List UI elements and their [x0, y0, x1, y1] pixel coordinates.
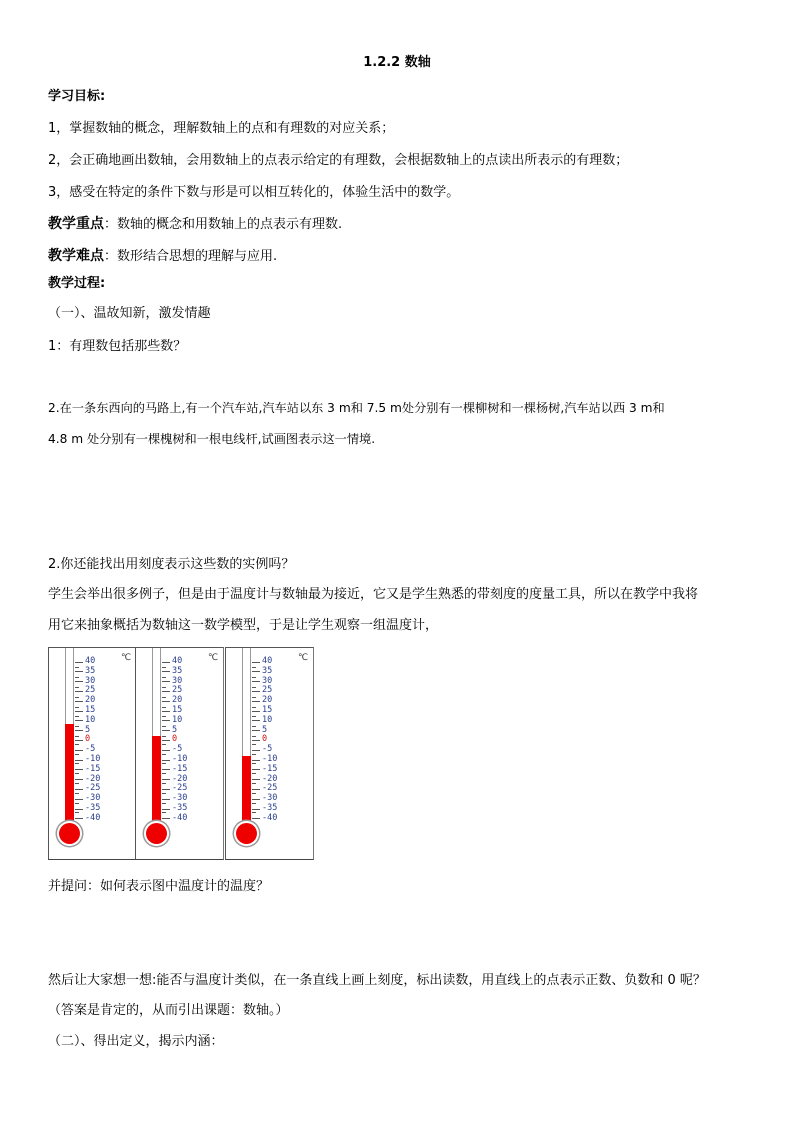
scale-tick [75, 662, 83, 663]
scale-tick [252, 730, 260, 731]
scale-tick [162, 730, 170, 731]
scale-tick [252, 681, 260, 682]
scale-tick [75, 711, 83, 712]
scale-tick [75, 763, 79, 764]
mercury-column [242, 756, 251, 830]
scale-label: -30 [85, 793, 101, 804]
scale-tick [75, 783, 79, 784]
thermometer-1 [48, 647, 137, 860]
mercury-column [65, 724, 74, 830]
scale-label: -25 [85, 783, 101, 794]
scale-tick [252, 773, 256, 774]
answer-line: （答案是肯定的，从而引出课题：数轴。） [48, 1003, 289, 1018]
scale-tick [162, 803, 166, 804]
scale-tick [162, 736, 166, 737]
section-1-heading: （一）、温故知新，激发情趣 [48, 306, 211, 321]
scale-tick [75, 740, 83, 741]
scale-label: -35 [172, 803, 188, 813]
scale-label: 15 [85, 705, 96, 715]
scale-tick [252, 736, 256, 737]
scale-tick [162, 740, 170, 741]
scale-tick [162, 681, 170, 682]
scale-label: -40 [85, 812, 101, 823]
thermometer-bulb [236, 823, 257, 844]
scale-tick [75, 691, 83, 692]
scale-tick [252, 799, 260, 800]
process-heading: 教学过程: [48, 276, 106, 291]
scale-tick [252, 711, 260, 712]
scale-tick [75, 716, 79, 717]
scale-label: 30 [172, 675, 183, 686]
scale-tick [162, 793, 166, 794]
objectives-heading: 学习目标: [48, 89, 106, 104]
scale-label: 20 [262, 695, 273, 706]
scale-tick [162, 783, 166, 784]
scale-tick [75, 754, 79, 755]
scale-tick [252, 779, 260, 780]
scale-label: -15 [85, 763, 101, 774]
objective-item-1: 1，掌握数轴的概念，理解数轴上的点和有理数的对应关系； [48, 121, 395, 136]
scale-label: 40 [172, 656, 183, 666]
scale-label: 20 [85, 695, 96, 706]
scale-label: -20 [172, 773, 188, 784]
thermometer-2 [135, 647, 224, 860]
scale-label: 25 [262, 685, 273, 696]
key-point-text: ：数轴的概念和用数轴上的点表示有理数. [104, 217, 343, 232]
scale-tick [252, 754, 256, 755]
question-1: 1：有理数包括那些数？ [48, 339, 187, 354]
scale-tick [162, 754, 166, 755]
scale-tick [162, 812, 166, 813]
difficulty-label: 教学难点 [48, 248, 104, 264]
scale-tick [252, 701, 260, 702]
scale-tick [75, 793, 79, 794]
scale-tick [75, 773, 79, 774]
scale-tick [252, 726, 256, 727]
scale-label: 5 [262, 724, 268, 735]
scale-tick [75, 671, 83, 672]
scale-tick [162, 789, 170, 790]
scale-tick [252, 809, 260, 810]
scale-label: -5 [172, 744, 183, 755]
scale-tick [162, 707, 166, 708]
question-2-line-2: 4.8 m 处分别有一棵槐树和一根电线杆,试画图表示这一情境. [48, 432, 376, 446]
scale-tick [75, 681, 83, 682]
scale-label: -30 [262, 793, 278, 804]
question-3: 2.你还能找出用刻度表示这些数的实例吗？ [48, 557, 295, 572]
scale-tick [252, 803, 256, 804]
thermometer-bulb [59, 823, 80, 844]
scale-tick [75, 812, 79, 813]
scale-label: 15 [172, 705, 183, 715]
scale-tick [252, 769, 260, 770]
thermometer-bulb [146, 823, 167, 844]
scale-label: -25 [172, 783, 188, 794]
scale-tick [252, 662, 260, 663]
scale-tick [252, 667, 256, 668]
scale-tick [75, 803, 79, 804]
scale-tick [252, 760, 260, 761]
scale-label: 20 [172, 695, 183, 706]
scale-label: -40 [262, 812, 278, 823]
scale-tick [162, 701, 170, 702]
celsius-unit: ℃ [208, 653, 219, 663]
scale-tick [252, 691, 260, 692]
scale-tick [162, 662, 170, 663]
scale-tick [252, 744, 256, 745]
scale-tick [162, 691, 170, 692]
scale-tick [75, 799, 83, 800]
scale-tick [252, 740, 260, 741]
scale-label: -30 [172, 793, 188, 804]
scale-tick [162, 726, 166, 727]
scale-tick [252, 697, 256, 698]
scale-label: 5 [172, 724, 178, 735]
paragraph-line-2: 用它来抽象概括为数轴这一数学模型，于是让学生观察一组温度计， [48, 618, 439, 633]
celsius-unit: ℃ [121, 653, 132, 663]
scale-tick [162, 773, 166, 774]
celsius-unit: ℃ [298, 653, 309, 663]
scale-tick [162, 779, 170, 780]
scale-label: -20 [85, 773, 101, 784]
scale-tick [75, 744, 79, 745]
scale-label: 0 [172, 734, 178, 745]
scale-tick [252, 763, 256, 764]
scale-tick [252, 750, 260, 751]
scale-tick [252, 812, 256, 813]
scale-tick [75, 677, 79, 678]
scale-label: -5 [85, 744, 96, 755]
scale-tick [75, 697, 79, 698]
scale-label: 10 [262, 714, 273, 725]
scale-tick [75, 730, 83, 731]
scale-label: -10 [262, 754, 278, 764]
scale-tick [162, 687, 166, 688]
scale-tick [252, 789, 260, 790]
scale-tick [75, 701, 83, 702]
scale-label: -20 [262, 773, 278, 784]
scale-tick [252, 793, 256, 794]
difficulty-text: ：数形结合思想的理解与应用. [104, 249, 278, 264]
scale-label: 35 [262, 665, 273, 676]
scale-label: 0 [262, 734, 268, 745]
scale-tick [162, 744, 166, 745]
scale-tick [162, 677, 166, 678]
scale-tick [162, 799, 170, 800]
scale-tick [75, 707, 79, 708]
scale-label: -15 [172, 763, 188, 774]
scale-tick [162, 763, 166, 764]
scale-tick [75, 750, 83, 751]
objective-item-2: 2，会正确地画出数轴，会用数轴上的点表示给定的有理数，会根据数轴上的点读出所表示的有理数； [48, 153, 629, 168]
scale-tick [75, 667, 79, 668]
scale-tick [75, 687, 79, 688]
scale-label: 10 [85, 714, 96, 725]
paragraph-line-1: 学生会举出很多例子，但是由于温度计与数轴最为接近，它又是学生熟悉的带刻度的度量工具，所以在教学中我将 [48, 587, 699, 602]
scale-label: 40 [85, 656, 96, 666]
scale-tick [252, 677, 256, 678]
scale-tick [75, 720, 83, 721]
scale-tick [252, 687, 256, 688]
section-2-heading: （二）、得出定义，揭示内涵： [48, 1034, 224, 1049]
scale-label: 35 [85, 665, 96, 676]
scale-label: -40 [172, 812, 188, 823]
scale-tick [75, 736, 79, 737]
thermometer-3 [225, 647, 314, 860]
scale-label: -10 [85, 754, 101, 764]
page-title: 1.2.2 数轴 [363, 55, 431, 70]
scale-tick [252, 720, 260, 721]
scale-label: -10 [172, 754, 188, 764]
scale-label: 40 [262, 656, 273, 666]
scale-label: 10 [172, 714, 183, 725]
scale-tick [162, 667, 166, 668]
scale-tick [162, 716, 166, 717]
question-prompt: 并提问：如何表示图中温度计的温度？ [48, 879, 270, 894]
think-line: 然后让大家想一想:能否与温度计类似，在一条直线上画上刻度，标出读数，用直线上的点表示正数、负数和 0 呢？ [48, 973, 706, 988]
scale-label: -5 [262, 744, 273, 755]
scale-tick [75, 726, 79, 727]
scale-label: 25 [85, 685, 96, 696]
key-point-label: 教学重点 [48, 216, 104, 232]
scale-tick [75, 779, 83, 780]
scale-tick [75, 760, 83, 761]
scale-label: -25 [262, 783, 278, 794]
objective-item-3: 3，感受在特定的条件下数与形是可以相互转化的，体验生活中的数学。 [48, 185, 460, 200]
scale-tick [162, 671, 170, 672]
scale-tick [252, 783, 256, 784]
scale-tick [75, 789, 83, 790]
scale-label: 35 [172, 665, 183, 676]
scale-label: -35 [85, 803, 101, 813]
scale-label: 5 [85, 724, 91, 735]
scale-label: 30 [85, 675, 96, 686]
scale-tick [75, 809, 83, 810]
scale-tick [162, 769, 170, 770]
scale-label: -15 [262, 763, 278, 774]
scale-tick [162, 697, 166, 698]
scale-tick [252, 707, 256, 708]
scale-tick [75, 769, 83, 770]
difficulty-line [48, 248, 277, 265]
mercury-column [152, 736, 161, 830]
scale-label: -35 [262, 803, 278, 813]
scale-label: 15 [262, 705, 273, 715]
key-point-line [48, 216, 342, 233]
scale-tick [162, 818, 170, 819]
scale-tick [252, 716, 256, 717]
question-2-line-1: 2.在一条东西向的马路上,有一个汽车站,汽车站以东 3 m和 7.5 m处分别有一棵柳树和一棵杨树,汽车站以西 3 m和 [48, 401, 665, 415]
scale-tick [162, 760, 170, 761]
scale-tick [162, 809, 170, 810]
scale-tick [252, 818, 260, 819]
scale-tick [252, 671, 260, 672]
scale-tick [162, 750, 170, 751]
scale-tick [75, 818, 83, 819]
scale-label: 0 [85, 734, 91, 745]
scale-label: 25 [172, 685, 183, 696]
scale-tick [162, 720, 170, 721]
scale-label: 30 [262, 675, 273, 686]
scale-tick [162, 711, 170, 712]
